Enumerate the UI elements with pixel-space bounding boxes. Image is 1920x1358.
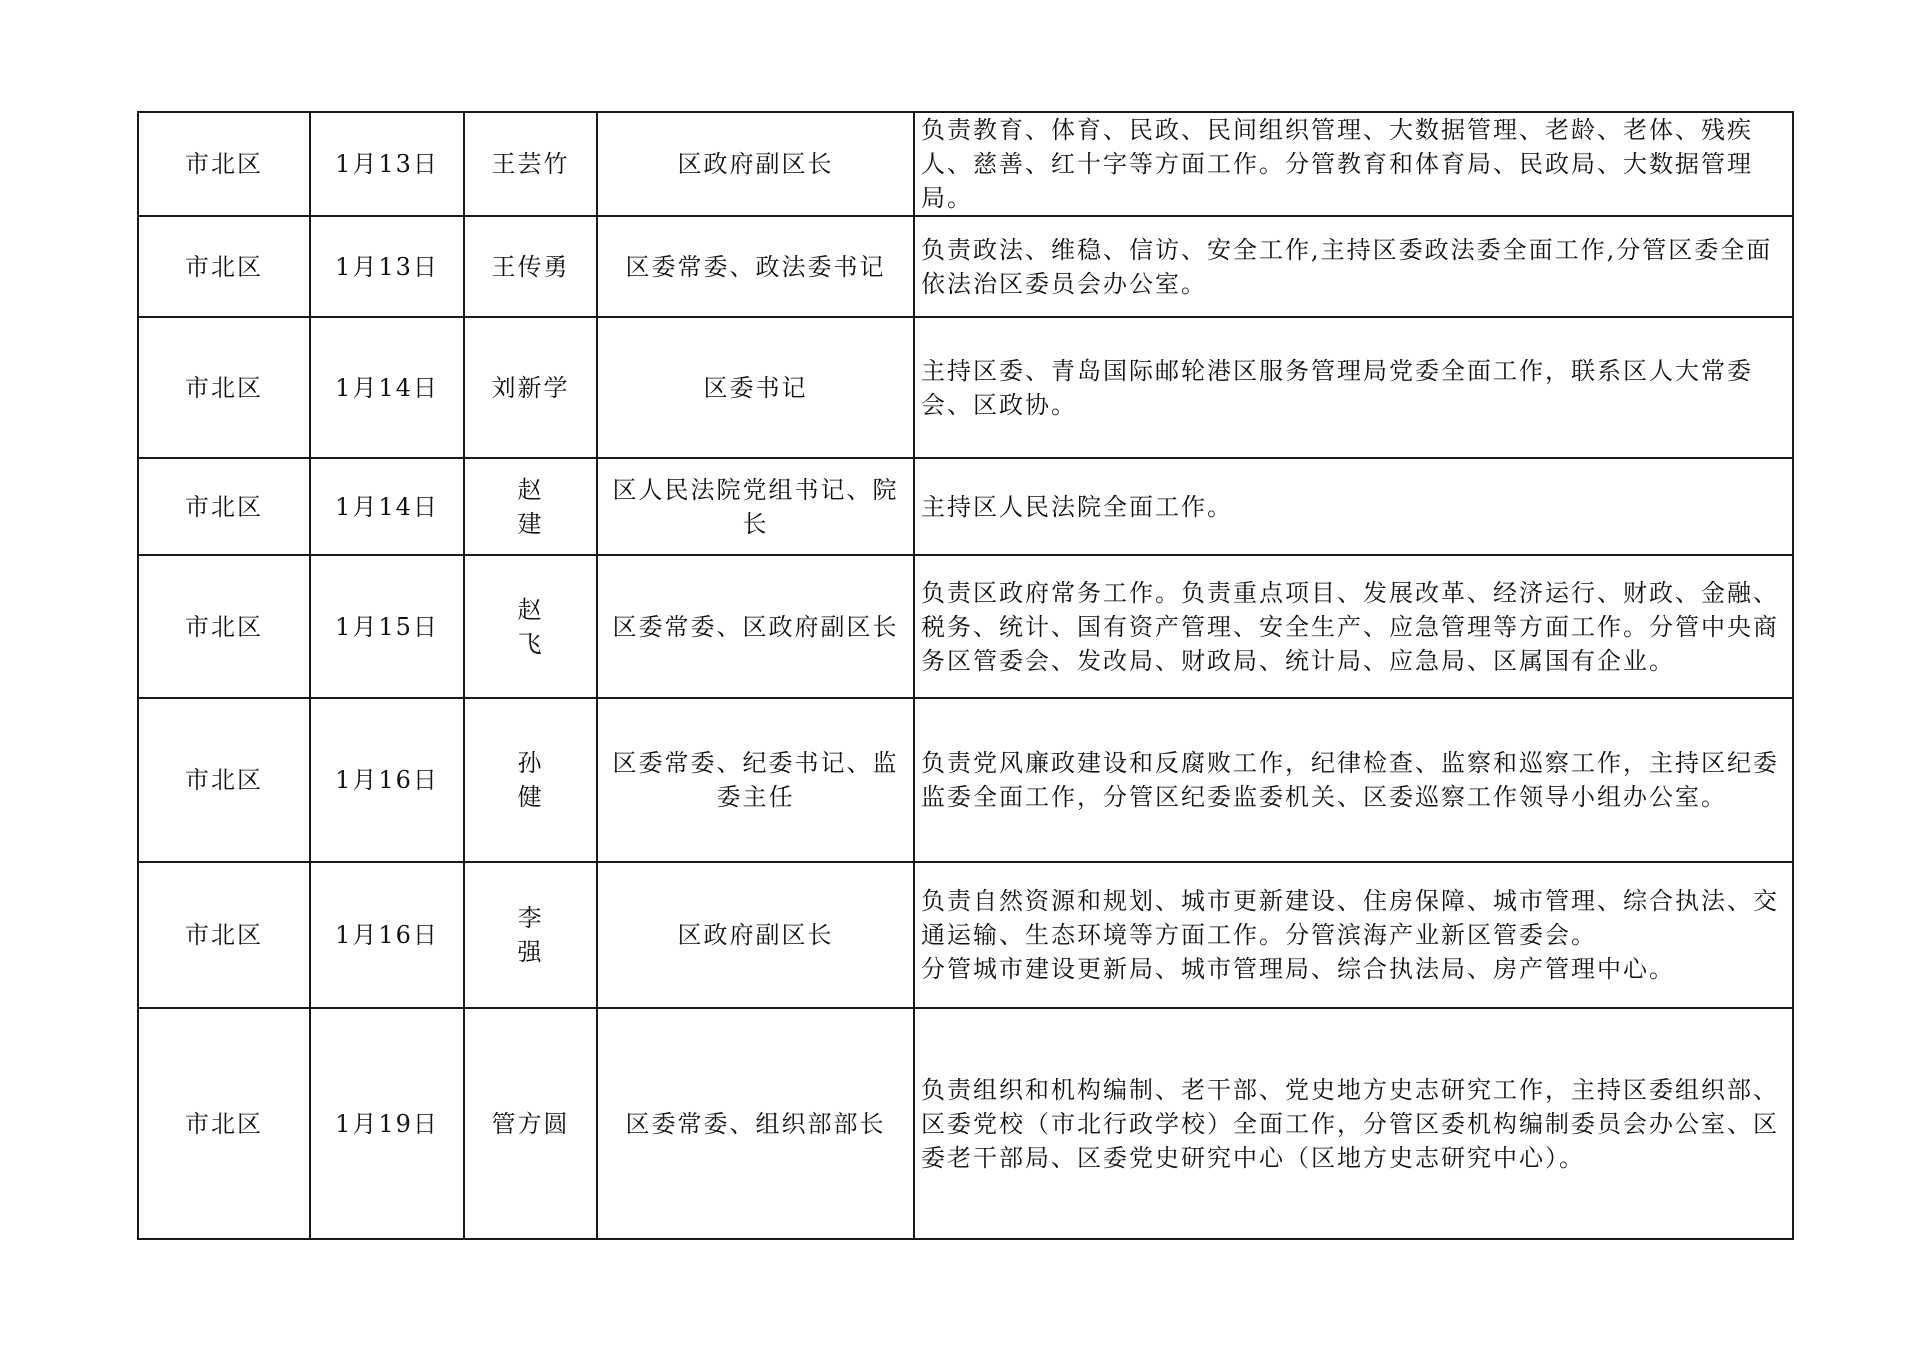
leaders-table [137,111,1794,1240]
date-cell: 1月13日 [310,216,464,317]
position-cell: 区人民法院党组书记、院长 [597,458,914,555]
duties-cell: 负责党风廉政建设和反腐败工作，纪律检查、监察和巡察工作，主持区纪委监委全面工作，分管区纪委监委机关、区委巡察工作领导小组办公室。 [914,698,1793,862]
duties-cell: 主持区人民法院全面工作。 [914,458,1793,555]
position-cell: 区政府副区长 [597,862,914,1008]
district-cell: 市北区 [138,862,310,1008]
duties-cell: 负责区政府常务工作。负责重点项目、发展改革、经济运行、财政、金融、税务、统计、国有资产管理、安全生产、应急管理等方面工作。分管中央商务区管委会、发改局、财政局、统计局、应急局、区属国有企业。 [914,555,1793,698]
table-row [138,862,1793,1008]
date-cell: 1月13日 [310,112,464,216]
date-cell: 1月16日 [310,698,464,862]
name-cell: 刘新学 [464,317,597,458]
table-row [138,1008,1793,1239]
name-cell: 王芸竹 [464,112,597,216]
position-cell: 区委常委、区政府副区长 [597,555,914,698]
date-cell: 1月14日 [310,458,464,555]
date-cell: 1月19日 [310,1008,464,1239]
name-cell: 赵 建 [464,458,597,555]
district-cell: 市北区 [138,555,310,698]
duties-cell: 主持区委、青岛国际邮轮港区服务管理局党委全面工作，联系区人大常委会、区政协。 [914,317,1793,458]
position-cell: 区委常委、政法委书记 [597,216,914,317]
table-row [138,317,1793,458]
table-row [138,458,1793,555]
date-cell: 1月15日 [310,555,464,698]
date-cell: 1月14日 [310,317,464,458]
duties-cell: 负责政法、维稳、信访、安全工作,主持区委政法委全面工作,分管区委全面依法治区委员会办公室。 [914,216,1793,317]
date-cell: 1月16日 [310,862,464,1008]
position-cell: 区政府副区长 [597,112,914,216]
name-cell: 王传勇 [464,216,597,317]
position-cell: 区委书记 [597,317,914,458]
name-cell: 管方圆 [464,1008,597,1239]
district-cell: 市北区 [138,112,310,216]
name-cell: 赵 飞 [464,555,597,698]
duties-cell: 负责组织和机构编制、老干部、党史地方史志研究工作，主持区委组织部、区委党校（市北行政学校）全面工作，分管区委机构编制委员会办公室、区委老干部局、区委党史研究中心（区地方史志研究中心）。 [914,1008,1793,1239]
position-cell: 区委常委、纪委书记、监委主任 [597,698,914,862]
table-row [138,112,1793,216]
position-cell: 区委常委、组织部部长 [597,1008,914,1239]
table-row [138,216,1793,317]
name-cell: 李 强 [464,862,597,1008]
district-cell: 市北区 [138,458,310,555]
district-cell: 市北区 [138,1008,310,1239]
table-row [138,555,1793,698]
duties-cell: 负责教育、体育、民政、民间组织管理、大数据管理、老龄、老体、残疾人、慈善、红十字等方面工作。分管教育和体育局、民政局、大数据管理局。 [914,112,1793,216]
table-row [138,698,1793,862]
district-cell: 市北区 [138,216,310,317]
district-cell: 市北区 [138,317,310,458]
district-cell: 市北区 [138,698,310,862]
duties-cell: 负责自然资源和规划、城市更新建设、住房保障、城市管理、综合执法、交通运输、生态环境等方面工作。分管滨海产业新区管委会。 分管城市建设更新局、城市管理局、综合执法局、房产管理中心。 [914,862,1793,1008]
name-cell: 孙 健 [464,698,597,862]
